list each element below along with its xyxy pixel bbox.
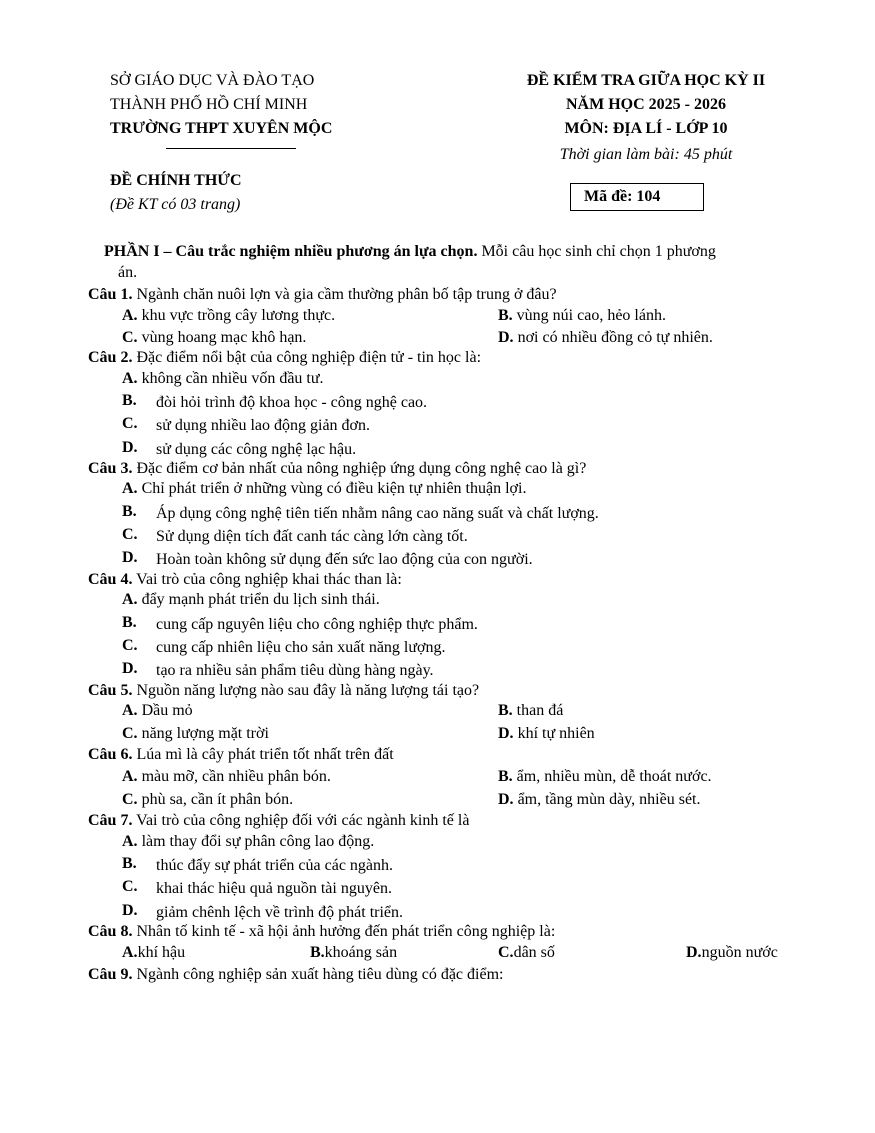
option-a bbox=[88, 832, 808, 853]
question-3 bbox=[88, 459, 808, 480]
option-b bbox=[88, 611, 808, 634]
item-text: Lúa mì là cây phát triển tốt nhất trên đất bbox=[132, 745, 394, 763]
item-text: sử dụng các công nghệ lạc hậu. bbox=[156, 440, 357, 458]
item-label: B. bbox=[498, 702, 513, 720]
item-text: cung cấp nguyên liệu cho công nghiệp thực phẩm. bbox=[156, 615, 478, 633]
question-9 bbox=[88, 965, 808, 986]
exam-code-box: Mã đề: 104 bbox=[570, 183, 704, 211]
option-content bbox=[122, 877, 392, 898]
option-d bbox=[498, 790, 700, 811]
section-instruction: Mỗi câu học sinh chỉ chọn 1 phương bbox=[477, 243, 716, 260]
item-label: Câu 7. bbox=[88, 812, 133, 830]
option-d bbox=[88, 546, 808, 569]
item-text: ẩm, nhiều mùn, dễ thoát nước. bbox=[512, 768, 712, 786]
item-text: khí tự nhiên bbox=[513, 724, 595, 742]
option-d bbox=[88, 436, 808, 459]
item-text: tạo ra nhiều sản phẩm tiêu dùng hàng ngày. bbox=[156, 662, 434, 680]
item-label: Câu 2. bbox=[88, 349, 133, 366]
option-d bbox=[686, 943, 778, 964]
options-row bbox=[88, 306, 808, 327]
option-content bbox=[122, 548, 533, 569]
item-text: nguồn nước bbox=[701, 943, 778, 961]
item-text: khai thác hiệu quả nguồn tài nguyên. bbox=[156, 880, 392, 898]
item-text: năng lượng mặt trời bbox=[137, 724, 269, 742]
option-content bbox=[122, 502, 599, 523]
option-b bbox=[498, 701, 563, 722]
question-7 bbox=[88, 811, 808, 832]
option-a bbox=[122, 767, 331, 788]
item-label: C. bbox=[122, 637, 138, 655]
option-a bbox=[122, 306, 335, 327]
item-label: C. bbox=[122, 791, 138, 809]
item-label: B. bbox=[498, 768, 513, 786]
school-name: TRƯỜNG THPT XUYÊN MỘC bbox=[110, 120, 333, 137]
section-instruction-cont: án. bbox=[118, 263, 138, 281]
subject: MÔN: ĐỊA LÍ - LỚP 10 bbox=[564, 120, 728, 137]
item-text: sử dụng nhiều lao động giản đơn. bbox=[156, 417, 370, 435]
item-text: khu vực trồng cây lương thực. bbox=[137, 306, 336, 324]
option-content bbox=[122, 659, 434, 680]
item-text: Nguồn năng lượng nào sau đây là năng lượng tái tạo? bbox=[132, 681, 480, 699]
item-text: dân số bbox=[513, 943, 555, 961]
item-label: D. bbox=[498, 724, 514, 742]
item-label: A. bbox=[122, 480, 138, 498]
item-label: D. bbox=[122, 549, 138, 567]
item-text: đẩy mạnh phát triển du lịch sinh thái. bbox=[137, 591, 380, 609]
option-content bbox=[122, 525, 468, 546]
item-label: C. bbox=[498, 943, 514, 961]
option-b bbox=[88, 389, 808, 412]
option-d bbox=[498, 724, 595, 745]
options-row bbox=[88, 943, 808, 964]
option-c bbox=[88, 875, 808, 898]
option-content bbox=[122, 613, 478, 634]
option-a bbox=[88, 479, 808, 500]
item-text: Vai trò của công nghiệp khai thác than là: bbox=[132, 570, 402, 588]
option-c bbox=[88, 412, 808, 435]
item-label: B. bbox=[122, 502, 137, 520]
option-a bbox=[122, 701, 193, 722]
option-content bbox=[122, 636, 446, 657]
item-label: C. bbox=[122, 878, 138, 896]
section-heading bbox=[88, 242, 808, 263]
item-label: B. bbox=[310, 943, 325, 961]
item-label: C. bbox=[122, 526, 138, 544]
item-label: A. bbox=[122, 591, 138, 609]
option-b bbox=[498, 767, 712, 788]
option-a bbox=[122, 943, 186, 964]
item-text: than đá bbox=[512, 702, 564, 720]
official-label: ĐỀ CHÍNH THỨC bbox=[110, 172, 242, 189]
item-text: giảm chênh lệch về trình độ phát triển. bbox=[156, 903, 404, 921]
item-label: Câu 3. bbox=[88, 459, 133, 477]
item-label: D. bbox=[498, 329, 514, 346]
item-label: D. bbox=[122, 438, 138, 456]
item-text: Sử dụng diện tích đất canh tác càng lớn càng tốt. bbox=[156, 528, 468, 546]
option-c bbox=[122, 724, 269, 745]
options-row bbox=[88, 722, 808, 745]
item-text: thúc đẩy sự phát triển của các ngành. bbox=[156, 857, 394, 875]
item-text: vùng hoang mạc khô hạn. bbox=[137, 329, 307, 346]
option-a bbox=[88, 369, 808, 390]
item-text: khí hậu bbox=[137, 943, 186, 961]
item-label: A. bbox=[122, 768, 138, 786]
item-label: C. bbox=[122, 329, 138, 346]
item-text: làm thay đổi sự phân công lao động. bbox=[137, 832, 375, 850]
item-label: A. bbox=[122, 702, 138, 720]
item-text: màu mỡ, cần nhiều phân bón. bbox=[137, 768, 331, 786]
question-4 bbox=[88, 570, 808, 591]
item-text: khoáng sản bbox=[324, 943, 398, 961]
item-text: Nhân tố kinh tế - xã hội ảnh hưởng đến phát triển công nghiệp là: bbox=[132, 923, 556, 941]
question-2 bbox=[88, 348, 808, 369]
option-b bbox=[88, 500, 808, 523]
option-c bbox=[122, 790, 293, 811]
item-text: cung cấp nhiên liệu cho sản xuất năng lượng. bbox=[156, 639, 446, 657]
item-text: Áp dụng công nghệ tiên tiến nhằm nâng cao năng suất và chất lượng. bbox=[156, 504, 599, 522]
item-label: B. bbox=[122, 855, 137, 873]
item-text: ẩm, tầng mùn dày, nhiều sét. bbox=[513, 791, 701, 809]
option-content bbox=[122, 391, 428, 412]
item-label: D. bbox=[498, 791, 514, 809]
options-row bbox=[88, 765, 808, 788]
item-text: Vai trò của công nghiệp đối với các ngành kinh tế là bbox=[132, 812, 470, 830]
option-d bbox=[88, 657, 808, 680]
option-c bbox=[88, 634, 808, 657]
exam-body bbox=[88, 242, 808, 986]
question-5 bbox=[88, 681, 808, 702]
option-content bbox=[122, 414, 370, 435]
item-text: Chỉ phát triển ở những vùng có điều kiện tự nhiên thuận lợi. bbox=[137, 480, 527, 498]
item-label: B. bbox=[122, 613, 137, 631]
option-b bbox=[88, 852, 808, 875]
item-label: A. bbox=[122, 943, 138, 961]
option-content bbox=[122, 901, 404, 922]
item-text: Đặc điểm nổi bật của công nghiệp điện tử - tin học là: bbox=[132, 349, 482, 366]
item-text: phù sa, cần ít phân bón. bbox=[137, 791, 294, 809]
item-label: Câu 1. bbox=[88, 286, 133, 303]
item-text: đòi hỏi trình độ khoa học - công nghệ cao. bbox=[156, 394, 428, 411]
item-label: C. bbox=[122, 415, 138, 433]
options-row bbox=[88, 326, 808, 348]
item-label: B. bbox=[122, 392, 137, 409]
item-label: A. bbox=[122, 306, 138, 324]
option-b bbox=[498, 306, 666, 327]
option-d bbox=[498, 328, 713, 349]
item-text: vùng núi cao, hẻo lánh. bbox=[512, 306, 666, 324]
item-text: nơi có nhiều đồng cỏ tự nhiên. bbox=[513, 329, 713, 346]
item-text: Ngành chăn nuôi lợn và gia cầm thường phân bố tập trung ở đâu? bbox=[132, 286, 557, 303]
item-label: A. bbox=[122, 369, 138, 387]
item-label: Câu 4. bbox=[88, 570, 133, 588]
question-6 bbox=[88, 745, 808, 766]
item-label: D. bbox=[122, 901, 138, 919]
option-content bbox=[122, 854, 394, 875]
option-d bbox=[88, 899, 808, 922]
item-label: D. bbox=[122, 660, 138, 678]
question-8 bbox=[88, 922, 808, 943]
time-limit: Thời gian làm bài: 45 phút bbox=[559, 146, 733, 163]
option-c bbox=[498, 943, 555, 964]
option-c bbox=[88, 523, 808, 546]
item-label: Câu 9. bbox=[88, 966, 133, 984]
item-label: B. bbox=[498, 306, 513, 324]
item-label: Câu 6. bbox=[88, 745, 133, 763]
item-text: Đặc điểm cơ bản nhất của nông nghiệp ứng dụng công nghệ cao là gì? bbox=[132, 459, 587, 477]
exam-title: ĐỀ KIỂM TRA GIỮA HỌC KỲ II bbox=[526, 72, 766, 89]
question-1 bbox=[88, 285, 808, 306]
item-text: Ngành công nghiệp sản xuất hàng tiêu dùng có đặc điểm: bbox=[132, 966, 504, 984]
options-row bbox=[88, 788, 808, 811]
item-label: Câu 5. bbox=[88, 681, 133, 699]
item-text: Dầu mỏ bbox=[137, 702, 193, 720]
option-c bbox=[122, 328, 306, 349]
school-underline bbox=[166, 148, 296, 149]
pages-note: (Đề KT có 03 trang) bbox=[110, 196, 241, 213]
option-content bbox=[122, 438, 357, 459]
item-label: A. bbox=[122, 832, 138, 850]
item-text: Hoàn toàn không sử dụng đến sức lao động của con người. bbox=[156, 551, 533, 569]
option-b bbox=[310, 943, 398, 964]
section-title: PHẦN I – Câu trắc nghiệm nhiều phương án lựa chọn. bbox=[104, 243, 478, 260]
option-a bbox=[88, 590, 808, 611]
item-label: Câu 8. bbox=[88, 923, 133, 941]
item-label: C. bbox=[122, 724, 138, 742]
department-name: SỞ GIÁO DỤC VÀ ĐÀO TẠO bbox=[110, 72, 315, 89]
options-row bbox=[88, 701, 808, 722]
school-year: NĂM HỌC 2025 - 2026 bbox=[566, 96, 726, 113]
city-name: THÀNH PHỐ HỒ CHÍ MINH bbox=[110, 96, 308, 113]
item-label: D. bbox=[686, 943, 702, 961]
item-text: không cần nhiều vốn đầu tư. bbox=[137, 369, 324, 387]
